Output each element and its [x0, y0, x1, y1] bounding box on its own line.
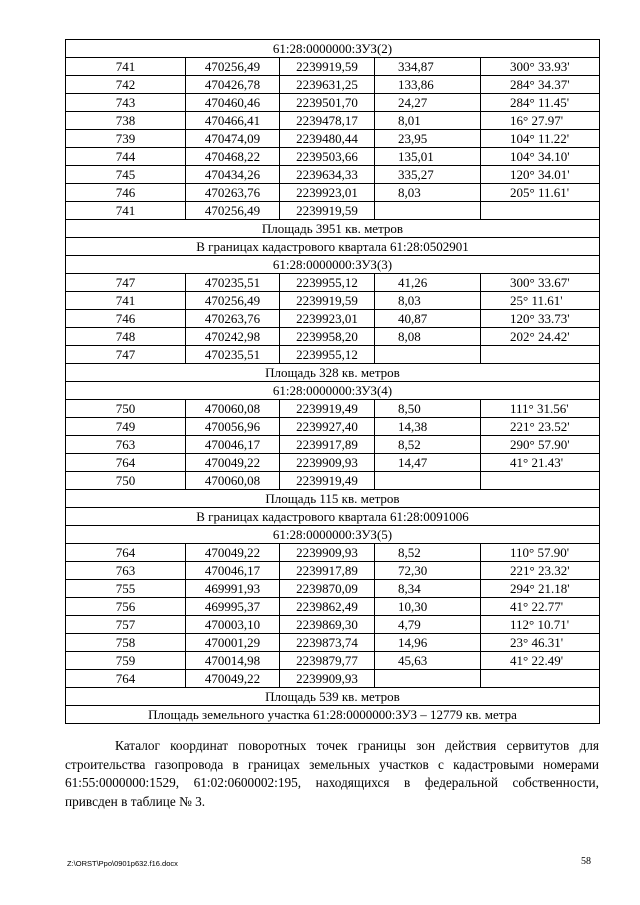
- table-row: [66, 58, 600, 76]
- section-label: 61:28:0000000:ЗУЗ(2): [66, 40, 600, 58]
- distance-cell: 14,47: [375, 454, 481, 472]
- direction-angle-cell: [481, 346, 600, 364]
- table-row: [66, 166, 600, 184]
- table-section-row: [66, 490, 600, 508]
- distance-cell: 335,27: [375, 166, 481, 184]
- direction-angle-cell: [481, 670, 600, 688]
- distance-cell: [375, 202, 481, 220]
- table-section-row: [66, 382, 600, 400]
- table-row: [66, 292, 600, 310]
- direction-angle-cell: 41° 21.43': [481, 454, 600, 472]
- direction-angle-cell: 23° 46.31': [481, 634, 600, 652]
- table-row: [66, 472, 600, 490]
- table-row: [66, 130, 600, 148]
- point-number-cell: 739: [66, 130, 186, 148]
- distance-cell: 72,30: [375, 562, 481, 580]
- y-coordinate-cell: 2239927,40: [280, 418, 375, 436]
- y-coordinate-cell: 2239917,89: [280, 436, 375, 454]
- section-label: 61:28:0000000:ЗУЗ(3): [66, 256, 600, 274]
- distance-cell: 8,52: [375, 544, 481, 562]
- coordinates-table-body: [66, 40, 600, 724]
- table-row: [66, 202, 600, 220]
- x-coordinate-cell: 470263,76: [186, 310, 280, 328]
- section-label: Площадь 539 кв. метров: [66, 688, 600, 706]
- point-number-cell: 743: [66, 94, 186, 112]
- x-coordinate-cell: 470468,22: [186, 148, 280, 166]
- distance-cell: 8,34: [375, 580, 481, 598]
- footer-file-path: Z:\ORST\Ppo\0901p632.f16.docx: [67, 859, 178, 868]
- direction-angle-cell: 202° 24.42': [481, 328, 600, 346]
- direction-angle-cell: 16° 27.97': [481, 112, 600, 130]
- y-coordinate-cell: 2239478,17: [280, 112, 375, 130]
- y-coordinate-cell: 2239873,74: [280, 634, 375, 652]
- table-row: [66, 544, 600, 562]
- distance-cell: 8,01: [375, 112, 481, 130]
- x-coordinate-cell: 470046,17: [186, 562, 280, 580]
- y-coordinate-cell: 2239923,01: [280, 310, 375, 328]
- table-row: [66, 598, 600, 616]
- table-row: [66, 346, 600, 364]
- direction-angle-cell: 41° 22.49': [481, 652, 600, 670]
- distance-cell: 40,87: [375, 310, 481, 328]
- x-coordinate-cell: 470426,78: [186, 76, 280, 94]
- point-number-cell: 741: [66, 202, 186, 220]
- direction-angle-cell: 120° 33.73': [481, 310, 600, 328]
- coordinates-table: [65, 39, 600, 724]
- direction-angle-cell: 300° 33.93': [481, 58, 600, 76]
- body-paragraph: Каталог координат поворотных точек границы зон действия сервитутов для строительства газопровода в границах земельных участков с кадастровыми номерами 61:55:0000000:1529, 61:02:0600002:195, находящихся в федеральной собственности, привсден в таблице № 3.: [65, 738, 599, 809]
- point-number-cell: 746: [66, 184, 186, 202]
- point-number-cell: 758: [66, 634, 186, 652]
- direction-angle-cell: 112° 10.71': [481, 616, 600, 634]
- point-number-cell: 764: [66, 454, 186, 472]
- table-row: [66, 454, 600, 472]
- x-coordinate-cell: 470049,22: [186, 670, 280, 688]
- distance-cell: 10,30: [375, 598, 481, 616]
- direction-angle-cell: 120° 34.01': [481, 166, 600, 184]
- y-coordinate-cell: 2239631,25: [280, 76, 375, 94]
- point-number-cell: 750: [66, 472, 186, 490]
- point-number-cell: 749: [66, 418, 186, 436]
- table-section-row: [66, 526, 600, 544]
- distance-cell: 14,38: [375, 418, 481, 436]
- point-number-cell: 747: [66, 346, 186, 364]
- direction-angle-cell: 110° 57.90': [481, 544, 600, 562]
- table-section-row: [66, 688, 600, 706]
- table-row: [66, 112, 600, 130]
- y-coordinate-cell: 2239480,44: [280, 130, 375, 148]
- direction-angle-cell: 221° 23.32': [481, 562, 600, 580]
- x-coordinate-cell: 469991,93: [186, 580, 280, 598]
- section-label: 61:28:0000000:ЗУЗ(5): [66, 526, 600, 544]
- table-row: [66, 328, 600, 346]
- x-coordinate-cell: 470263,76: [186, 184, 280, 202]
- x-coordinate-cell: 470474,09: [186, 130, 280, 148]
- table-section-row: [66, 40, 600, 58]
- point-number-cell: 756: [66, 598, 186, 616]
- distance-cell: [375, 472, 481, 490]
- y-coordinate-cell: 2239919,59: [280, 202, 375, 220]
- direction-angle-cell: 221° 23.52': [481, 418, 600, 436]
- table-section-row: [66, 706, 600, 724]
- y-coordinate-cell: 2239909,93: [280, 670, 375, 688]
- y-coordinate-cell: 2239919,49: [280, 400, 375, 418]
- distance-cell: 4,79: [375, 616, 481, 634]
- table-section-row: [66, 256, 600, 274]
- distance-cell: 334,87: [375, 58, 481, 76]
- table-row: [66, 274, 600, 292]
- table-row: [66, 616, 600, 634]
- point-number-cell: 763: [66, 436, 186, 454]
- y-coordinate-cell: 2239923,01: [280, 184, 375, 202]
- table-section-row: [66, 220, 600, 238]
- x-coordinate-cell: 470256,49: [186, 58, 280, 76]
- x-coordinate-cell: 470056,96: [186, 418, 280, 436]
- table-row: [66, 400, 600, 418]
- distance-cell: 45,63: [375, 652, 481, 670]
- distance-cell: 8,08: [375, 328, 481, 346]
- table-row: [66, 148, 600, 166]
- table-section-row: [66, 238, 600, 256]
- table-row: [66, 670, 600, 688]
- point-number-cell: 750: [66, 400, 186, 418]
- y-coordinate-cell: 2239955,12: [280, 346, 375, 364]
- x-coordinate-cell: 470256,49: [186, 292, 280, 310]
- section-label: Площадь 3951 кв. метров: [66, 220, 600, 238]
- distance-cell: 135,01: [375, 148, 481, 166]
- y-coordinate-cell: 2239917,89: [280, 562, 375, 580]
- point-number-cell: 748: [66, 328, 186, 346]
- y-coordinate-cell: 2239862,49: [280, 598, 375, 616]
- distance-cell: 8,03: [375, 184, 481, 202]
- distance-cell: 14,96: [375, 634, 481, 652]
- table-row: [66, 634, 600, 652]
- x-coordinate-cell: 470466,41: [186, 112, 280, 130]
- direction-angle-cell: 284° 34.37': [481, 76, 600, 94]
- y-coordinate-cell: 2239958,20: [280, 328, 375, 346]
- table-row: [66, 652, 600, 670]
- x-coordinate-cell: 470460,46: [186, 94, 280, 112]
- y-coordinate-cell: 2239909,93: [280, 454, 375, 472]
- y-coordinate-cell: 2239870,09: [280, 580, 375, 598]
- x-coordinate-cell: 470060,08: [186, 472, 280, 490]
- section-label: Площадь земельного участка 61:28:0000000:ЗУЗ – 12779 кв. метра: [66, 706, 600, 724]
- distance-cell: 8,50: [375, 400, 481, 418]
- direction-angle-cell: 205° 11.61': [481, 184, 600, 202]
- distance-cell: 8,03: [375, 292, 481, 310]
- direction-angle-cell: 25° 11.61': [481, 292, 600, 310]
- y-coordinate-cell: 2239503,66: [280, 148, 375, 166]
- point-number-cell: 741: [66, 58, 186, 76]
- direction-angle-cell: 41° 22.77': [481, 598, 600, 616]
- point-number-cell: 757: [66, 616, 186, 634]
- distance-cell: 8,52: [375, 436, 481, 454]
- y-coordinate-cell: 2239879,77: [280, 652, 375, 670]
- table-section-row: [66, 364, 600, 382]
- y-coordinate-cell: 2239919,49: [280, 472, 375, 490]
- point-number-cell: 746: [66, 310, 186, 328]
- table-row: [66, 436, 600, 454]
- x-coordinate-cell: 470235,51: [186, 346, 280, 364]
- distance-cell: 24,27: [375, 94, 481, 112]
- y-coordinate-cell: 2239919,59: [280, 58, 375, 76]
- y-coordinate-cell: 2239909,93: [280, 544, 375, 562]
- point-number-cell: 738: [66, 112, 186, 130]
- x-coordinate-cell: 470003,10: [186, 616, 280, 634]
- point-number-cell: 742: [66, 76, 186, 94]
- direction-angle-cell: 300° 33.67': [481, 274, 600, 292]
- table-section-row: [66, 508, 600, 526]
- x-coordinate-cell: 470242,98: [186, 328, 280, 346]
- y-coordinate-cell: 2239955,12: [280, 274, 375, 292]
- point-number-cell: 764: [66, 544, 186, 562]
- table-row: [66, 184, 600, 202]
- direction-angle-cell: 284° 11.45': [481, 94, 600, 112]
- table-row: [66, 418, 600, 436]
- direction-angle-cell: 111° 31.56': [481, 400, 600, 418]
- distance-cell: 133,86: [375, 76, 481, 94]
- point-number-cell: 755: [66, 580, 186, 598]
- direction-angle-cell: 104° 34.10': [481, 148, 600, 166]
- y-coordinate-cell: 2239869,30: [280, 616, 375, 634]
- point-number-cell: 741: [66, 292, 186, 310]
- section-label: В границах кадастрового квартала 61:28:0091006: [66, 508, 600, 526]
- table-row: [66, 94, 600, 112]
- table-row: [66, 76, 600, 94]
- table-row: [66, 310, 600, 328]
- x-coordinate-cell: 470235,51: [186, 274, 280, 292]
- y-coordinate-cell: 2239919,59: [280, 292, 375, 310]
- point-number-cell: 744: [66, 148, 186, 166]
- table-row: [66, 580, 600, 598]
- section-label: Площадь 115 кв. метров: [66, 490, 600, 508]
- distance-cell: 41,26: [375, 274, 481, 292]
- direction-angle-cell: 294° 21.18': [481, 580, 600, 598]
- direction-angle-cell: [481, 472, 600, 490]
- distance-cell: [375, 346, 481, 364]
- point-number-cell: 759: [66, 652, 186, 670]
- point-number-cell: 745: [66, 166, 186, 184]
- direction-angle-cell: 104° 11.22': [481, 130, 600, 148]
- point-number-cell: 764: [66, 670, 186, 688]
- x-coordinate-cell: 470014,98: [186, 652, 280, 670]
- x-coordinate-cell: 469995,37: [186, 598, 280, 616]
- point-number-cell: 747: [66, 274, 186, 292]
- distance-cell: [375, 670, 481, 688]
- section-label: Площадь 328 кв. метров: [66, 364, 600, 382]
- x-coordinate-cell: 470049,22: [186, 544, 280, 562]
- direction-angle-cell: 290° 57.90': [481, 436, 600, 454]
- section-label: В границах кадастрового квартала 61:28:0502901: [66, 238, 600, 256]
- y-coordinate-cell: 2239501,70: [280, 94, 375, 112]
- table-row: [66, 562, 600, 580]
- x-coordinate-cell: 470434,26: [186, 166, 280, 184]
- y-coordinate-cell: 2239634,33: [280, 166, 375, 184]
- section-label: 61:28:0000000:ЗУЗ(4): [66, 382, 600, 400]
- x-coordinate-cell: 470049,22: [186, 454, 280, 472]
- page-number: 58: [581, 856, 591, 867]
- x-coordinate-cell: 470046,17: [186, 436, 280, 454]
- x-coordinate-cell: 470256,49: [186, 202, 280, 220]
- point-number-cell: 763: [66, 562, 186, 580]
- direction-angle-cell: [481, 202, 600, 220]
- x-coordinate-cell: 470060,08: [186, 400, 280, 418]
- x-coordinate-cell: 470001,29: [186, 634, 280, 652]
- distance-cell: 23,95: [375, 130, 481, 148]
